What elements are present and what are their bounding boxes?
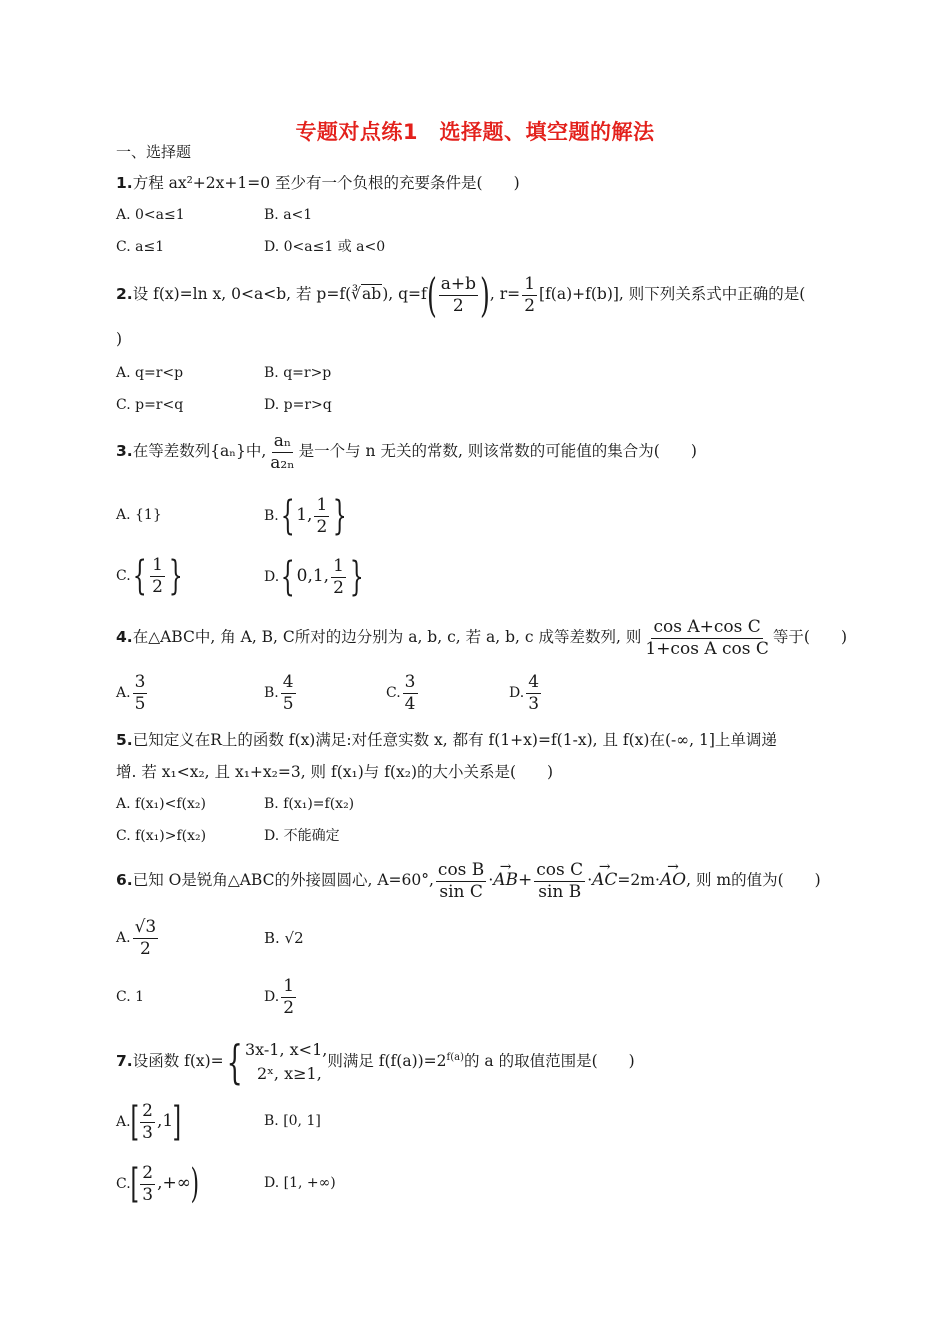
option-label: B.: [264, 508, 279, 524]
piecewise-cases: [245, 1038, 327, 1086]
section-heading: 一、选择题: [116, 143, 192, 161]
fraction-denominator: a₂ₙ: [270, 452, 295, 473]
question-2: [116, 268, 806, 322]
question-number: 1.: [116, 174, 133, 192]
fraction-numerator: 1: [316, 494, 328, 515]
fraction-denominator: 5: [282, 693, 294, 714]
fraction-denominator: 2: [452, 295, 464, 316]
stem-part: , r=: [489, 285, 521, 303]
question-6: 6.已知 O是锐角△ABC的外接圆圆心, A=60°, $\frac{\text{cos B}}{\text{sin C}}$ ·→ AB+ $\frac{\text{cos C}}{\text{sin B}}$ ·→ AC=2m·→ AO, 则 m的值为( ): [116, 856, 821, 904]
fraction: [403, 673, 418, 713]
q2-option-a: A. q=r<p: [116, 365, 184, 381]
fraction-denominator: 2: [524, 295, 536, 316]
q7-option-c: [116, 1160, 199, 1207]
q2-option-b: B. q=r>p: [264, 365, 332, 381]
fraction: [526, 673, 541, 713]
q1-option-a: A. 0<a≤1: [116, 207, 185, 223]
q6-option-c: C. 1: [116, 989, 145, 1005]
fraction-denominator: 3: [142, 1184, 154, 1205]
fraction-numerator: cos B: [437, 859, 485, 880]
fraction: [281, 673, 296, 713]
question-7: [116, 1032, 635, 1090]
stem-part: 设 f(x)=ln x, 0<a<b, 若 p=f(: [132, 285, 352, 303]
option-label: D.: [509, 685, 525, 701]
fraction: [268, 432, 296, 472]
fraction-numerator: 2: [142, 1162, 154, 1183]
option-label: C.: [386, 685, 401, 701]
fraction: [522, 275, 537, 315]
fraction: [314, 496, 329, 536]
cube-root-icon: ∛: [351, 285, 362, 303]
stem-part: , 则 m的值为( ): [686, 871, 821, 889]
fraction-denominator: 2: [333, 577, 344, 598]
fraction-denominator: 5: [134, 693, 146, 714]
q6-option-b: B. √2: [264, 929, 304, 947]
q2-option-c: C. p=r<q: [116, 397, 184, 413]
case-1: 3x-1, x<1,: [244, 1040, 328, 1060]
fraction-numerator: 2: [142, 1100, 153, 1121]
stem-part: 等于( ): [772, 628, 847, 646]
fraction-numerator: 4: [528, 671, 540, 692]
fraction-numerator: √3: [134, 916, 157, 937]
stem-part: 则满足 f(f(a))=2: [327, 1052, 447, 1071]
fraction-denominator: 3: [142, 1122, 153, 1143]
fraction: [140, 1102, 155, 1142]
fraction-numerator: 3: [134, 671, 146, 692]
q6-option-a: [116, 915, 160, 961]
q7-option-d: D. [1, +∞): [264, 1175, 336, 1191]
option-label: A.: [116, 1114, 131, 1130]
stem-part: 在等差数列{aₙ}中,: [132, 442, 267, 460]
q6-option-d: [264, 974, 298, 1020]
right-brace-icon: }: [332, 493, 347, 539]
q4-option-c: [386, 670, 420, 716]
vector-ao: → AO: [660, 856, 686, 904]
fraction-denominator: sin C: [439, 881, 483, 902]
option-label: C.: [116, 568, 131, 584]
left-bracket-icon: [: [130, 1161, 139, 1207]
fraction: [133, 673, 148, 713]
q5-option-a: A. f(x₁)<f(x₂): [116, 796, 206, 812]
stem-part: 已知 O是锐角△ABC的外接圆圆心, A=60°,: [132, 871, 434, 889]
right-brace-icon: }: [349, 554, 364, 600]
stem-part: [f(a)+f(b)], 则下列关系式中正确的是(: [539, 285, 806, 303]
option-label: D.: [264, 569, 280, 585]
fraction: [281, 977, 296, 1017]
fraction: [150, 556, 165, 596]
option-label: C.: [116, 1176, 131, 1192]
left-bracket-icon: [: [130, 1099, 139, 1145]
left-paren-icon: (: [426, 268, 437, 322]
q5-option-d: D. 不能确定: [264, 828, 340, 844]
q4-option-b: [264, 670, 298, 716]
q3-option-d: [264, 553, 365, 600]
fraction: [436, 861, 486, 901]
stem-part: ), q=f: [382, 285, 427, 303]
fraction: [439, 275, 478, 315]
right-paren-icon: ): [480, 268, 490, 322]
fraction: [534, 861, 585, 901]
q5-option-c: C. f(x₁)>f(x₂): [116, 828, 207, 844]
case-2: 2ˣ, x≥1,: [256, 1064, 322, 1084]
plus-sign: +: [518, 870, 533, 890]
question-number: 4.: [116, 628, 133, 646]
fraction: [133, 918, 159, 958]
question-2-close: ): [116, 330, 123, 348]
option-label: D.: [264, 989, 280, 1005]
question-3: [116, 428, 697, 474]
fraction-denominator: 2: [152, 576, 163, 597]
fraction-numerator: a+b: [440, 273, 476, 294]
q7-option-b: B. [0, 1]: [264, 1113, 321, 1129]
question-number: 6.: [116, 871, 133, 889]
root-content: ab: [362, 285, 382, 303]
q4-option-d: [509, 670, 543, 716]
fraction-denominator: 2: [139, 938, 151, 959]
q1-option-d: D. 0<a≤1 或 a<0: [264, 239, 386, 255]
option-label: B.: [264, 685, 279, 701]
fraction-denominator: 1+cos A cos C: [645, 638, 769, 659]
interval-tail: ,+∞: [157, 1173, 191, 1193]
q1-option-b: B. a<1: [264, 207, 313, 223]
question-stem: 方程 ax²+2x+1=0 至少有一个负根的充要条件是( ): [132, 174, 520, 192]
question-number: 3.: [116, 442, 133, 460]
question-5: [116, 729, 777, 751]
question-number: 5.: [116, 731, 133, 749]
equation-part: =2m·: [617, 871, 660, 889]
set-value: 0,1,: [296, 566, 330, 586]
question-5-cont: 增. 若 x₁<x₂, 且 x₁+x₂=3, 则 f(x₁)与 f(x₂)的大小关系是( ): [116, 763, 554, 781]
question-number: 7.: [116, 1052, 133, 1071]
right-brace-icon: }: [168, 553, 183, 599]
option-label: A.: [116, 685, 131, 701]
fraction-numerator: 1: [524, 273, 536, 294]
exponent: f(a): [446, 1052, 464, 1063]
fraction-numerator: 1: [152, 554, 163, 575]
fraction: [140, 1164, 155, 1204]
fraction: [643, 618, 771, 658]
q3-option-c: [116, 553, 184, 599]
left-brace-icon: {: [132, 553, 147, 599]
fraction-numerator: 1: [283, 975, 295, 996]
fraction-numerator: cos C: [536, 859, 584, 880]
stem-part: 是一个与 n 无关的常数, 则该常数的可能值的集合为( ): [298, 442, 697, 460]
q3-option-a: A. {1}: [116, 507, 162, 523]
stem-part: 设函数 f(x)=: [132, 1052, 224, 1071]
left-brace-icon: {: [280, 493, 295, 539]
interval-tail: ,1: [157, 1111, 174, 1131]
fraction-denominator: 4: [404, 693, 416, 714]
stem-part: 已知定义在R上的函数 f(x)满足:对任意实数 x, 都有 f(1+x)=f(1-x), 且 f(x)在(-∞, 1]上单调递: [132, 731, 777, 749]
fraction-numerator: 4: [282, 671, 294, 692]
q5-option-b: B. f(x₁)=f(x₂): [264, 796, 355, 812]
question-number: 2.: [116, 285, 133, 303]
q4-option-a: [116, 670, 149, 716]
fraction-numerator: 3: [404, 671, 416, 692]
left-brace-icon: {: [280, 554, 295, 600]
q2-option-d: D. p=r>q: [264, 397, 332, 413]
fraction: [331, 557, 346, 597]
left-brace-icon: {: [226, 1035, 243, 1090]
q7-option-a: [116, 1098, 181, 1145]
q1-option-c: C. a≤1: [116, 239, 165, 255]
fraction-numerator: aₙ: [273, 430, 292, 451]
stem-part: 的 a 的取值范围是( ): [464, 1052, 635, 1071]
right-bracket-icon: ]: [172, 1099, 182, 1145]
fraction-numerator: cos A+cos C: [653, 616, 761, 637]
fraction-denominator: 3: [528, 693, 540, 714]
vector-ab: → AB: [493, 856, 518, 904]
question-4: [116, 613, 847, 661]
set-value: 1,: [296, 505, 313, 525]
page-title: 专题对点练1 选择题、填空题的解法: [295, 120, 655, 144]
option-label: A.: [116, 930, 131, 946]
fraction-denominator: 2: [316, 516, 328, 537]
fraction-denominator: sin B: [538, 881, 582, 902]
q3-option-b: [264, 492, 349, 539]
fraction-denominator: 2: [283, 997, 295, 1018]
right-paren-icon: ): [190, 1161, 200, 1207]
vector-ac: → AC: [592, 856, 617, 904]
stem-part: 在△ABC中, 角 A, B, C所对的边分别为 a, b, c, 若 a, b, c 成等差数列, 则: [132, 628, 642, 646]
fraction-numerator: 1: [333, 555, 344, 576]
question-1: [116, 172, 520, 194]
